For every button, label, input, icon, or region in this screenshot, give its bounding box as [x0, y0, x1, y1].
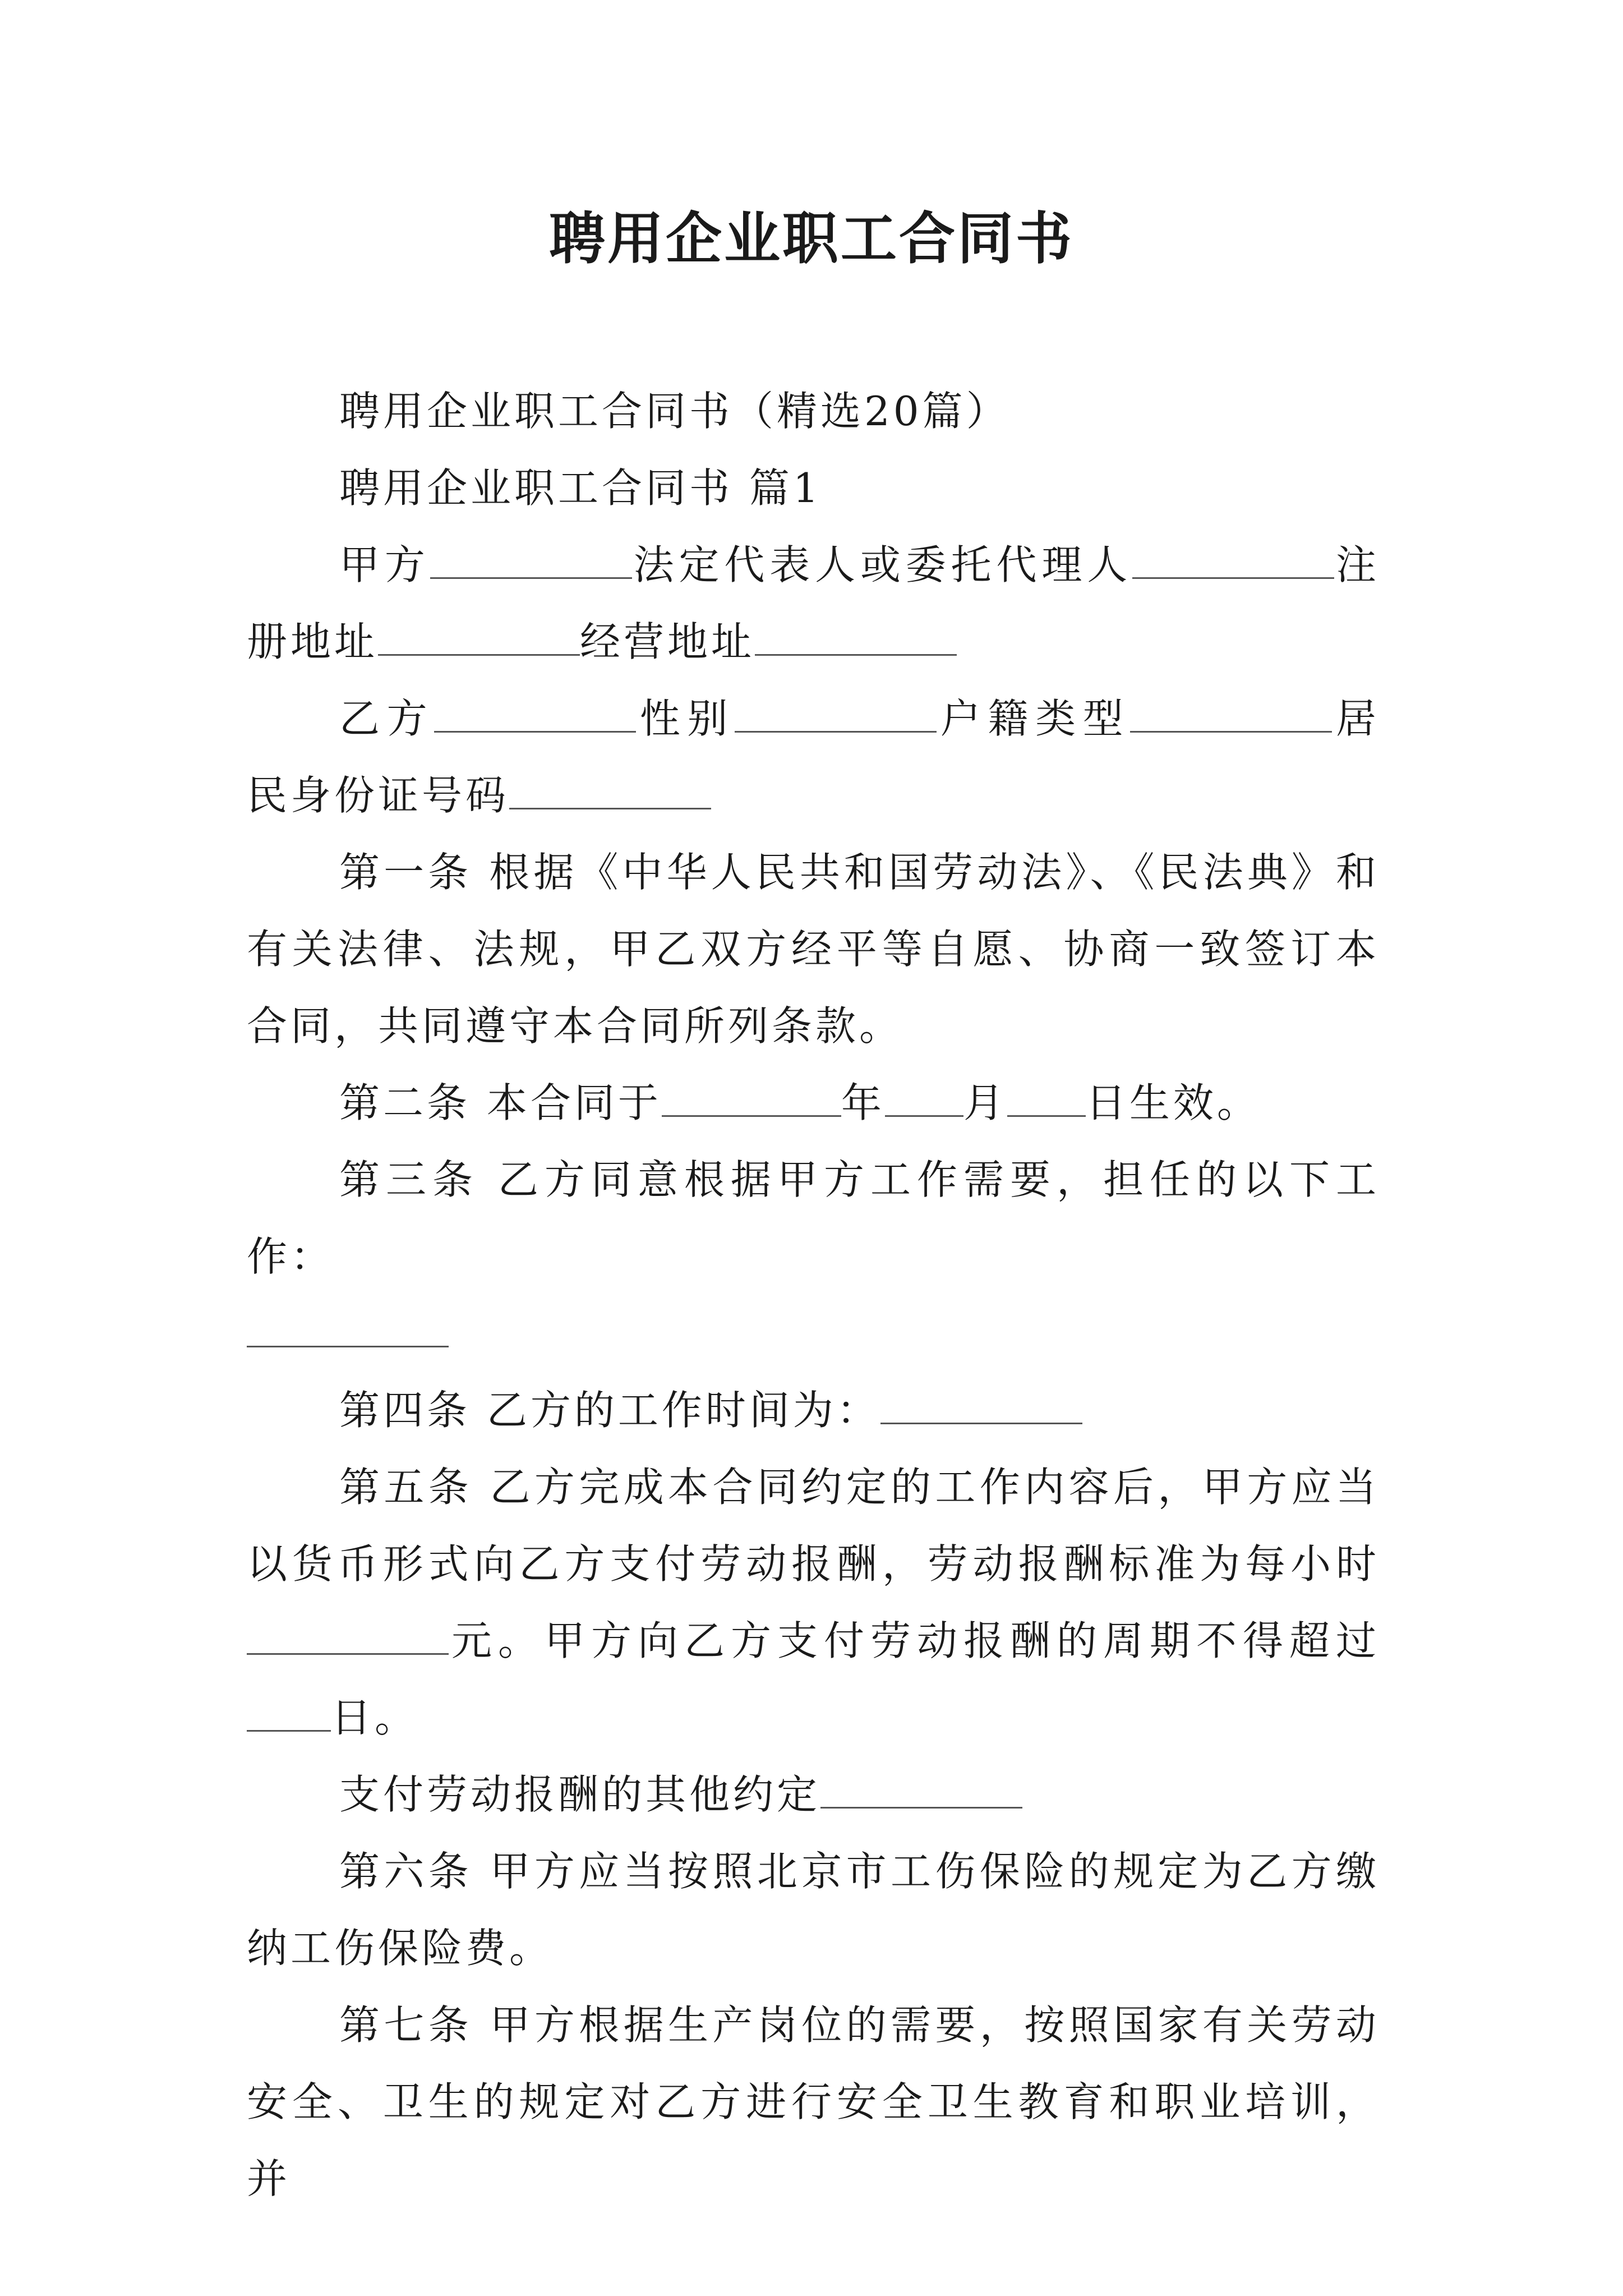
party-a-rep-label: 法定代表人或委托代理人 [631, 541, 1133, 588]
article-6: 第六条 甲方应当按照北京市工伤保险的规定为乙方缴纳工伤保险费。 [247, 1848, 1380, 1972]
party-b-hukou-blank [1130, 693, 1332, 733]
article-2-prefix: 第二条 本合同于 [339, 1079, 662, 1126]
pay-cycle-blank [247, 1692, 331, 1732]
section-heading: 聘用企业职工合同书 篇1 [339, 464, 822, 512]
party-b-id-blank [509, 770, 711, 809]
document-body [247, 373, 1380, 2217]
document-title: 聘用企业职工合同书 [549, 205, 1074, 272]
party-a-paragraph [247, 527, 1380, 680]
party-a-rep-blank [1132, 539, 1334, 579]
year-label: 年 [841, 1079, 885, 1126]
party-b-blank [434, 693, 636, 733]
article-4-text: 第四条 乙方的工作时间为： [339, 1387, 880, 1434]
article-1: 第一条 根据《中华人民共和国劳动法》、《民法典》和有关法律、法规，甲乙双方经平等自愿、协商一致签订本合同，共同遵守本合同所列条款。 [247, 849, 1380, 1050]
subtitle: 聘用企业职工合同书（精选20篇） [339, 388, 1010, 435]
article-5-other-text: 支付劳动报酬的其他约定 [339, 1771, 821, 1818]
article-2-suffix: 日生效。 [1085, 1079, 1261, 1126]
article-3: 第三条 乙方同意根据甲方工作需要，担任的以下工作： [247, 1156, 1380, 1280]
party-a-biz-blank [755, 616, 957, 656]
party-a-biz-label: 经营地址 [580, 618, 755, 665]
article-5-text-2: 元。甲方向乙方支付劳动报酬的周期不得超过 [449, 1617, 1380, 1664]
article-5-text-1: 第五条 乙方完成本合同约定的工作内容后，甲方应当以货币形式向乙方支付劳动报酬，劳动报酬标准为每小时 [247, 1464, 1380, 1588]
party-a-reg-label: 注册地址 [247, 541, 1380, 665]
article-4-blank [880, 1384, 1082, 1424]
hourly-rate-blank [247, 1615, 449, 1655]
article-7: 第七条 甲方根据生产岗位的需要，按照国家有关劳动安全、卫生的规定对乙方进行安全卫生教育和职业培训，并 [247, 2001, 1380, 2202]
article-5-text-3: 日。 [331, 1694, 419, 1741]
article-2 [247, 1065, 1380, 1142]
party-b-paragraph [247, 680, 1380, 834]
party-b-gender-label: 性别 [636, 695, 735, 742]
party-b-gender-blank [735, 693, 937, 733]
article-5 [247, 1449, 1380, 1756]
party-b-hukou-label: 户籍类型 [937, 695, 1131, 742]
article-3-blank [247, 1308, 449, 1347]
article-5-other [247, 1756, 1380, 1833]
party-b-id-label: 居民身份证号码 [247, 695, 1380, 819]
party-a-label: 甲方 [339, 541, 430, 588]
party-b-label: 乙方 [339, 695, 435, 742]
year-blank [662, 1077, 841, 1117]
article-4 [247, 1372, 1380, 1449]
day-blank [1007, 1077, 1086, 1117]
party-a-blank [430, 539, 632, 579]
month-label: 月 [963, 1079, 1007, 1126]
article-5-other-blank [820, 1769, 1022, 1809]
article-3-blank-line [247, 1295, 1380, 1372]
month-blank [885, 1077, 963, 1117]
party-a-reg-blank [378, 616, 580, 656]
